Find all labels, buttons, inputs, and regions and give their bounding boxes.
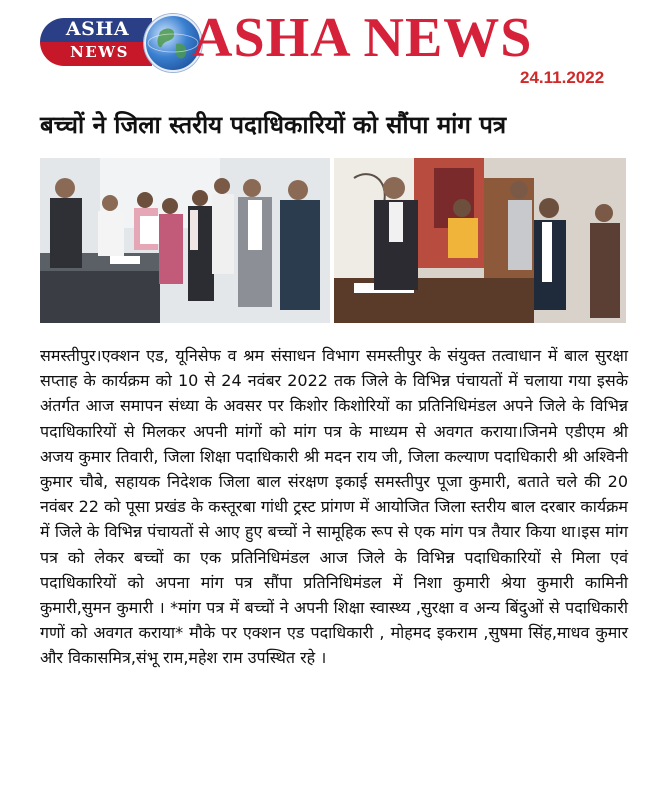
photo-delegation-right bbox=[334, 158, 626, 323]
logo-bottom-text: NEWS bbox=[70, 43, 129, 61]
article-body: समस्तीपुर।एक्शन एड, यूनिसेफ व श्रम संसाधन विभाग समस्तीपुर के संयुक्त तत्वाधान में बाल सुरक्षा सप्ताह के कार्यक्रम को 10 से 24 नवंबर 2022 तक जिले के विभिन्न पंचायतों में चलाया गया इसके अंतर्गत आज समापन संध्या के अवसर पर किशोर किशोरियों का प्रतिनिधिमंडल अपने जिले के विभिन्न पदाधिकारियों से मिलकर अपनी मांगों को मांग पत्र के माध्यम से अवगत कराया।जिनमे एडीएम श्री अजय कुमार तिवारी, जिला शिक्षा पदाधिकारी श्री मदन राय जी, जिला कल्याण पदाधिकारी श्री अश्विनी कुमार चौबे, सहायक निदेशक जिला बाल संरक्षण इकाई समस्तीपुर पूजा कुमारी, बताते चले की 20 नवंबर 22 को पूसा प्रखंड के कस्तूरबा गांधी ट्रस्ट प्रांगण में आयोजित जिला स्तरीय बाल दरबार कार्यक्रम में जिले के विभिन्न पंचायतों से आए हुए बच्चों ने सामूहिक रूप से एक मांग पत्र तैयार किया था।इस मांग पत्र को लेकर बच्चों का एक प्रतिनिधिमंडल आज जिले के विभिन्न पदाधिकारियों से मिला एवं पदाधिकारियों को अपना मांग पत्र सौंपा प्रतिनिधिमंडल में निशा कुमारी श्रेया कुमारी कामिनी कुमारी,सुमन कुमारी । *मांग पत्र में बच्चों ने अपनी शिक्षा स्वास्थ्य ,सुरक्षा व अन्य बिंदुओं से पदाधिकारी गणों को अवगत कराया* मौके पर एक्शन एड पदाधिकारी , मोहमद इकराम ,सुषमा सिंह,माधव कुमार और विकासमित्र,संभू राम,महेश राम उपस्थित रहे । bbox=[40, 346, 628, 668]
logo-top-text: ASHA bbox=[65, 18, 130, 40]
asha-news-logo bbox=[40, 12, 180, 70]
masthead bbox=[0, 0, 670, 95]
brand-title: ASHA NEWS bbox=[192, 7, 533, 69]
publication-date: 24.11.2022 bbox=[520, 68, 605, 87]
headline: बच्चों ने जिला स्तरीय पदाधिकारियों को सौंपा मांग पत्र bbox=[40, 111, 507, 139]
photo-delegation-left bbox=[40, 158, 330, 323]
